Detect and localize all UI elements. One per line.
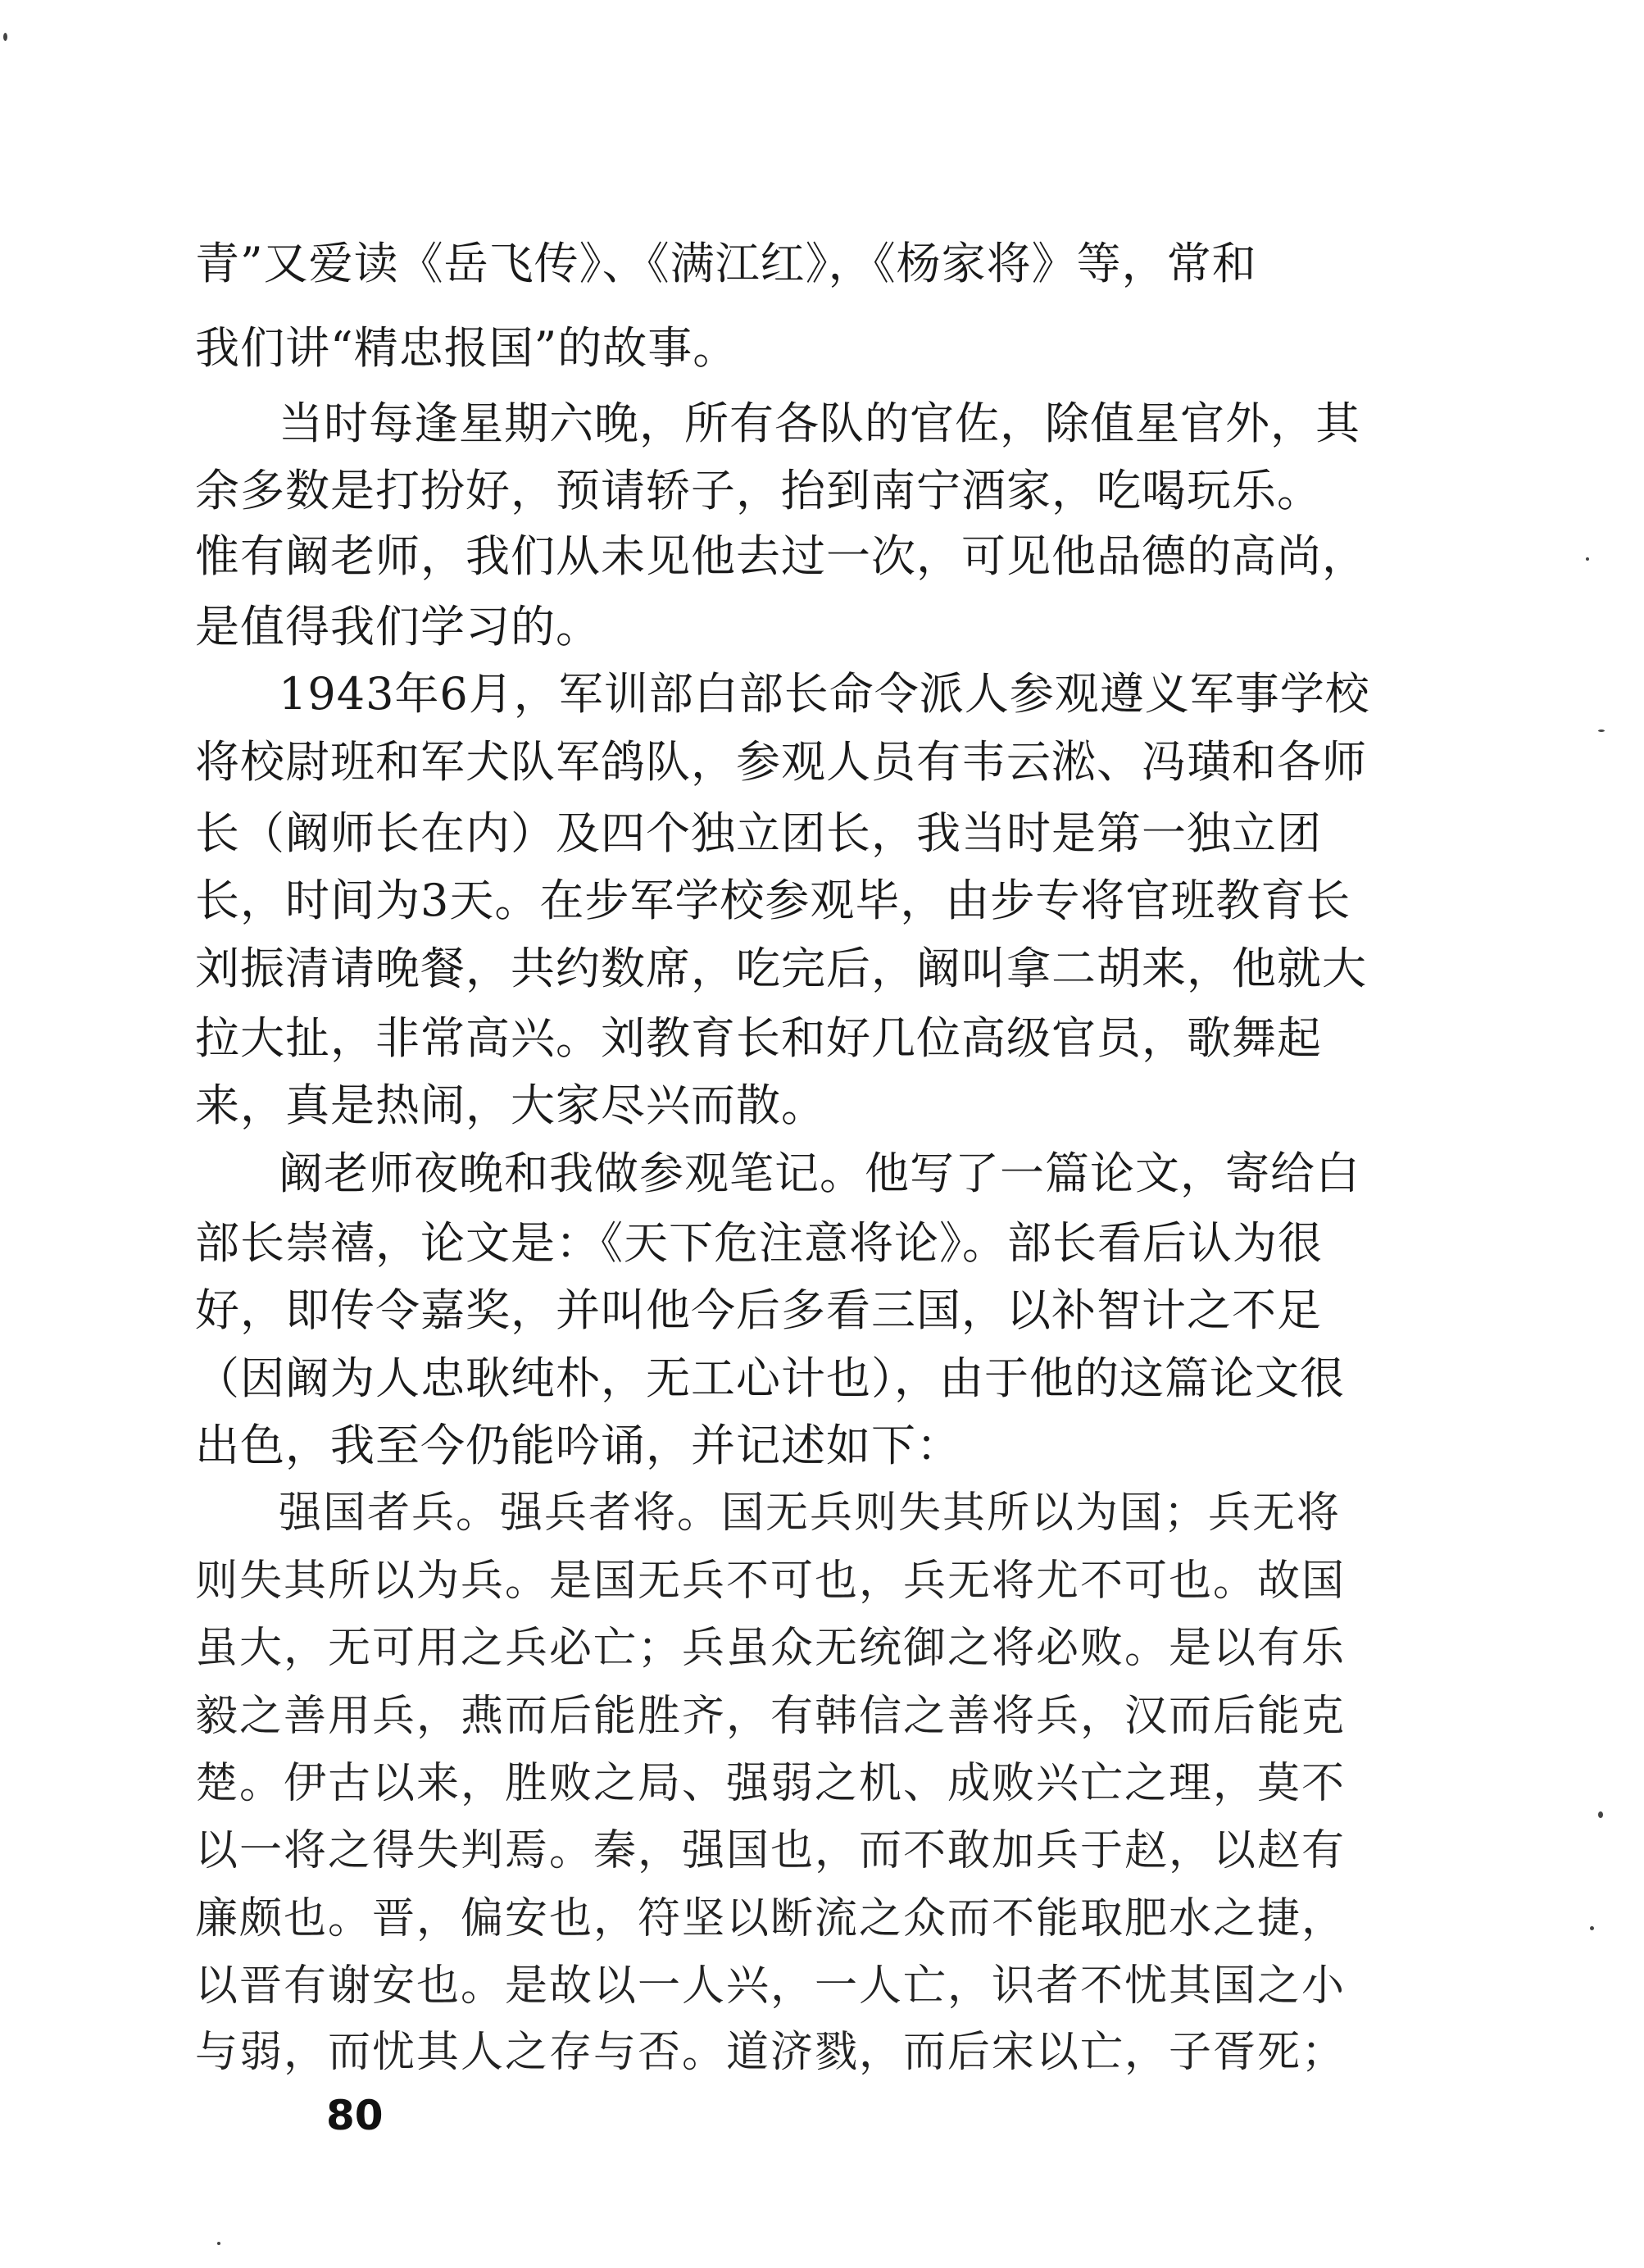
text-line: 是值得我们学习的。 [195,601,601,652]
text-line: 来，真是热闹，大家尽兴而散。 [195,1079,826,1131]
text-line: 阚老师夜晚和我做参观笔记。他写了一篇论文，寄给白 [279,1148,1360,1199]
text-line: 惟有阚老师，我们从未见他去过一次，可见他品德的高尚， [195,530,1367,582]
text-line: 好，即传令嘉奖，并叫他今后多看三国，以补智计之不足 [195,1284,1322,1336]
quote-line: 则失其所以为兵。是国无兵不可也，兵无将尤不可也。故国 [195,1557,1347,1606]
text-line: 拉大扯，非常高兴。刘教育长和好几位高级官员，歌舞起 [195,1012,1322,1064]
quote-line: 强国者兵。强兵者将。国无兵则失其所以为国；兵无将 [279,1489,1342,1538]
text-line: 将校尉班和军犬队军鸽队，参观人员有韦云淞、冯璜和各师 [195,736,1367,788]
scan-speck [1598,729,1605,732]
scan-speck [3,33,7,41]
text-line: 刘振清请晚餐，共约数席，吃完后，阚叫拿二胡来，他就大 [195,943,1367,994]
quote-line: 廉颇也。晋，偏安也，符坚以断流之众而不能取肥水之捷， [195,1894,1347,1943]
quote-line: 以一将之得失判焉。秦，强国也，而不敢加兵于赵，以赵有 [195,1826,1347,1875]
text-line: 我们讲“精忠报国”的故事。 [195,322,738,374]
text-line: 余多数是打扮好，预请轿子，抬到南宁酒家，吃喝玩乐。 [195,465,1322,516]
text-line: 部长崇禧，论文是：《天下危注意将论》。部长看后认为很 [195,1217,1323,1269]
scan-speck [1590,1926,1594,1930]
text-line: 长（阚师长在内）及四个独立团长，我当时是第一独立团 [195,807,1322,859]
text-line: 出色，我至今仍能吟诵，并记述如下： [195,1420,961,1471]
quote-line: 毅之善用兵，燕而后能胜齐，有韩信之善将兵，汉而后能克 [195,1692,1347,1741]
quote-line: 与弱，而忧其人之存与否。道济戮，而后宋以亡，子胥死； [195,2028,1347,2077]
quote-line: 虽大，无可用之兵必亡；兵虽众无统御之将必败。是以有乐 [195,1624,1347,1673]
scan-speck [217,2242,220,2245]
text-line: （因阚为人忠耿纯朴，无工心计也），由于他的这篇论文很 [195,1352,1345,1404]
text-line: 当时每逢星期六晚，所有各队的官佐，除值星官外，其 [279,398,1360,449]
text-line: 1943年6月，军训部白部长命令派人参观遵义军事学校 [279,668,1370,720]
quote-line: 以晋有谢安也。是故以一人兴，一人亡，识者不忧其国之小 [195,1961,1347,2011]
text-line: 长，时间为3天。在步军学校参观毕，由步专将官班教育长 [195,875,1351,926]
scan-speck [1586,557,1589,561]
page-number: 80 [326,2092,384,2139]
text-line: 青”又爱读《岳飞传》、《满江红》，《杨家将》等，常和 [195,238,1257,289]
scan-speck [1598,1811,1603,1818]
quote-line: 楚。伊古以来，胜败之局、强弱之机、成败兴亡之理，莫不 [195,1759,1347,1808]
